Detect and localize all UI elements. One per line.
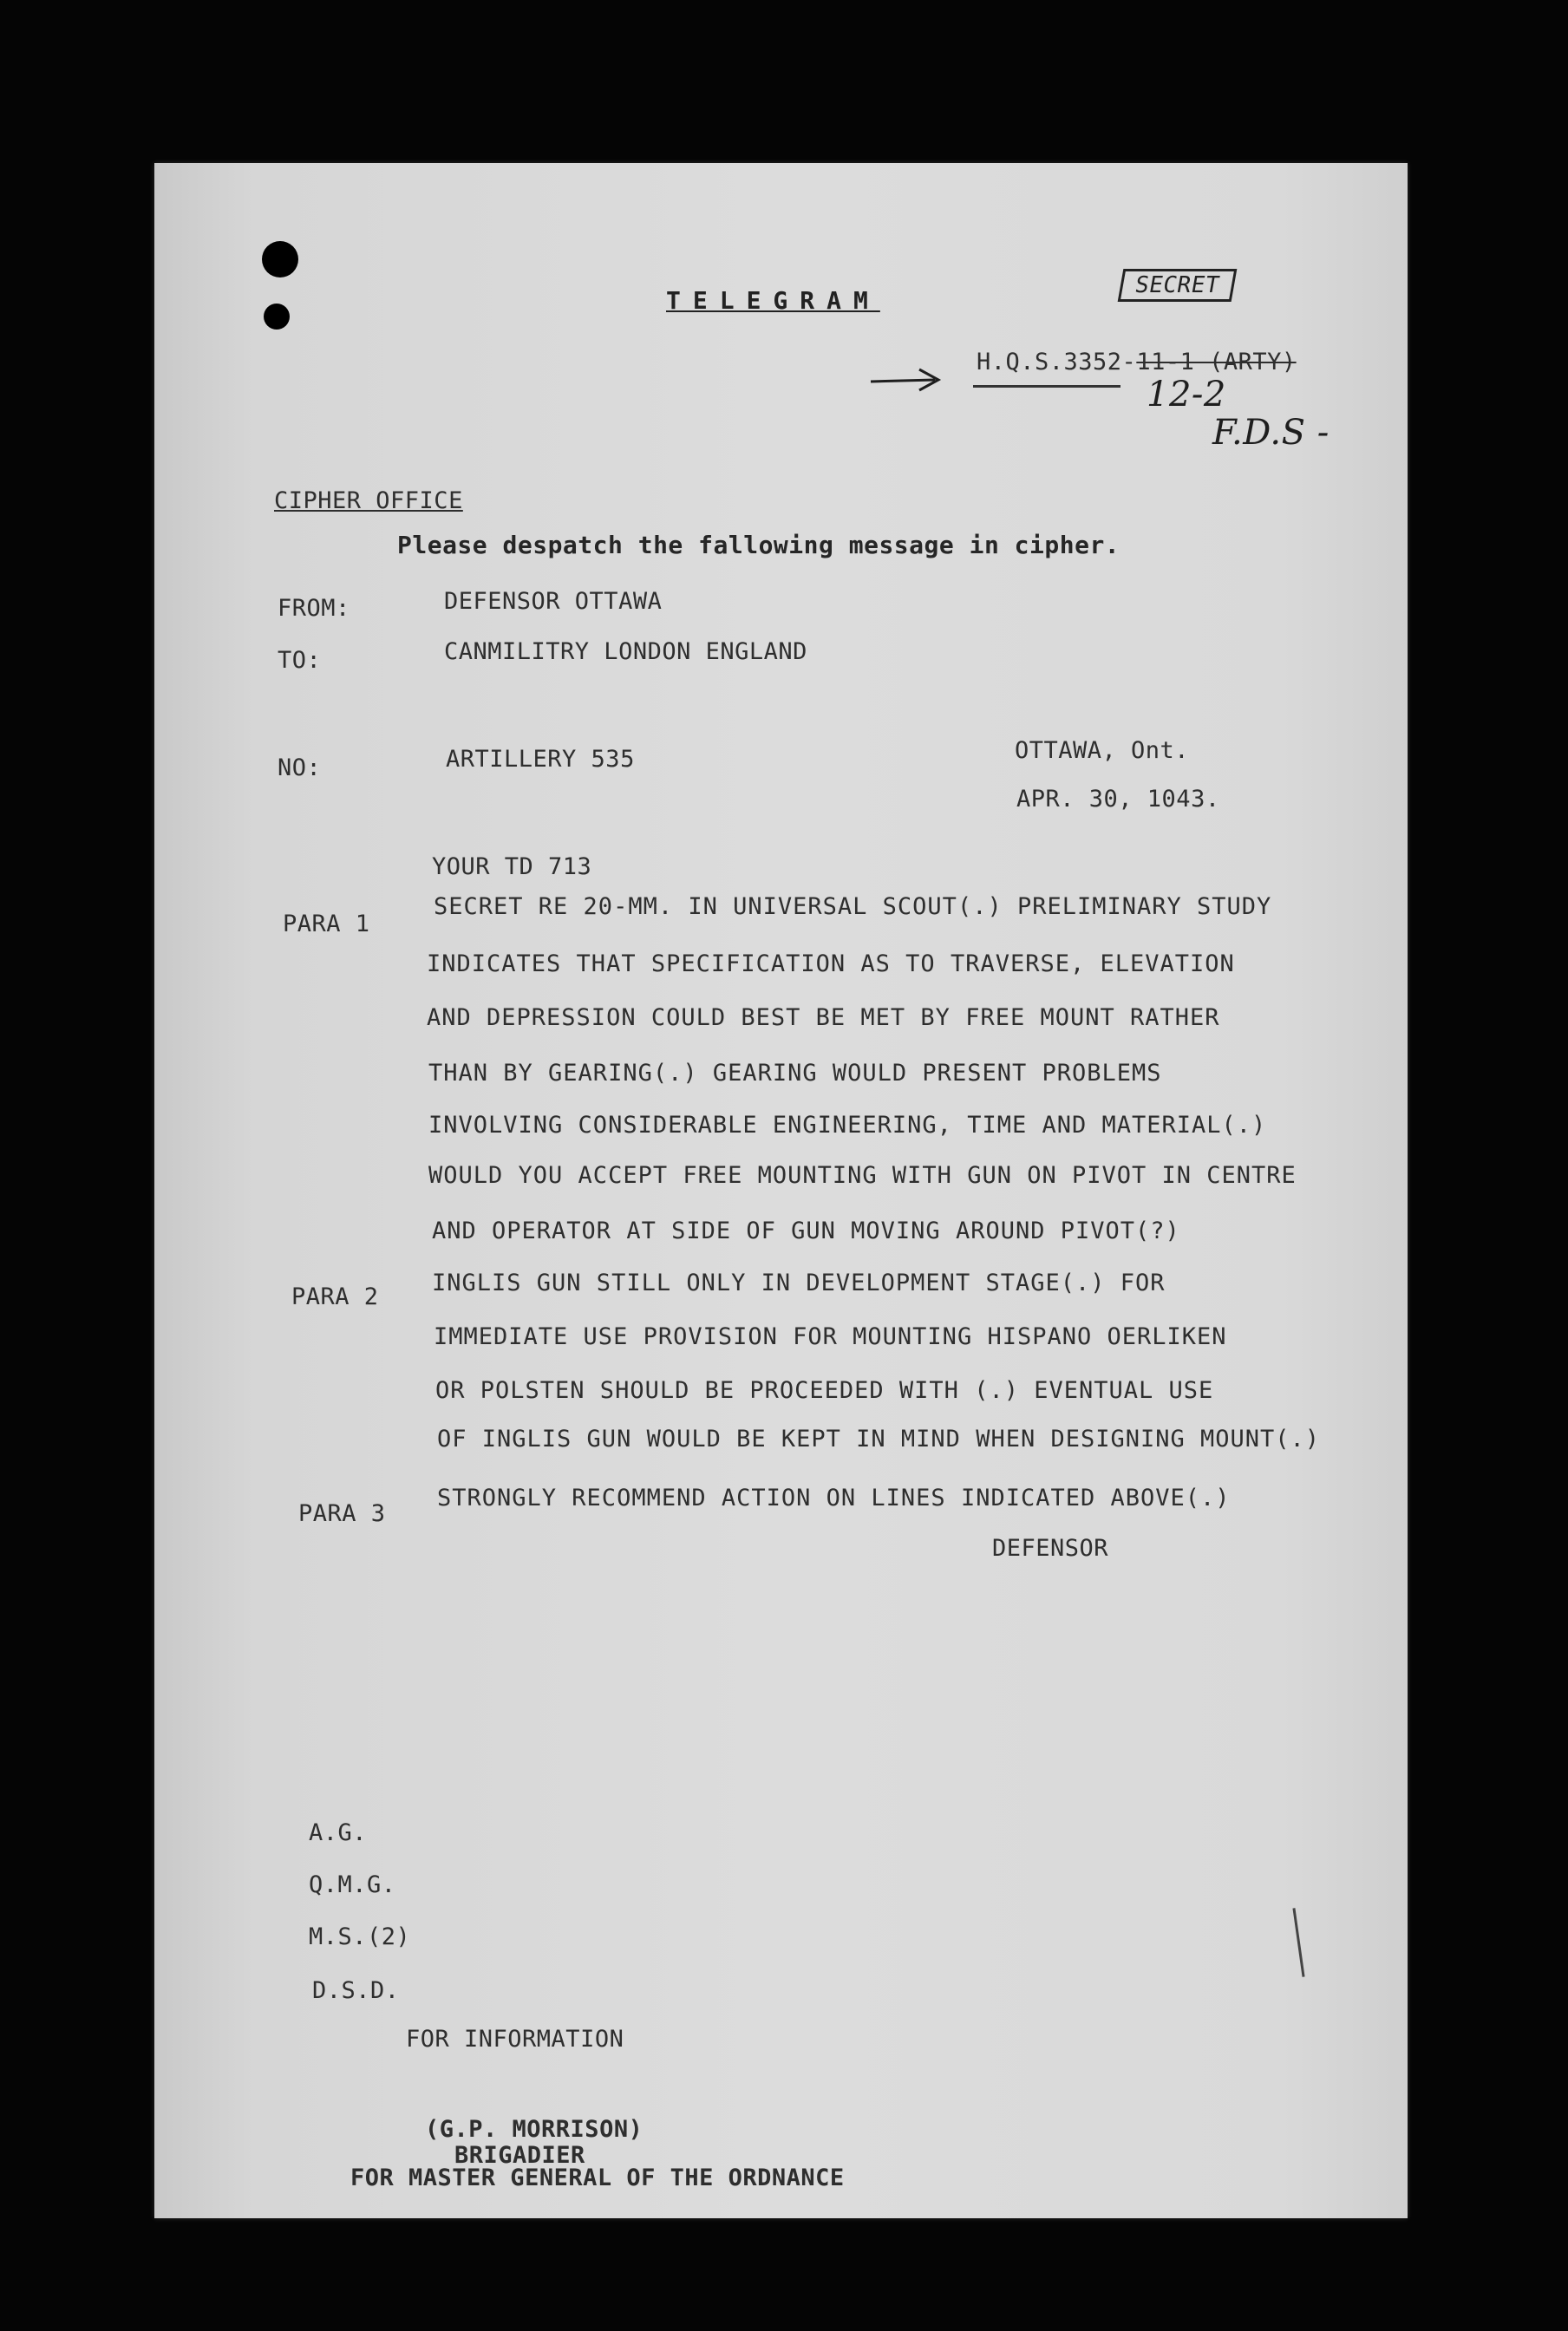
- para-line: STRONGLY RECOMMEND ACTION ON LINES INDICATED ABOVE(.): [437, 1485, 1231, 1512]
- para-line: THAN BY GEARING(.) GEARING WOULD PRESENT PROBLEMS: [428, 1060, 1162, 1087]
- para-line: INGLIS GUN STILL ONLY IN DEVELOPMENT STAGE(.) FOR: [432, 1270, 1166, 1296]
- para-line: SECRET RE 20-MM. IN UNIVERSAL SCOUT(.) PRELIMINARY STUDY: [434, 893, 1272, 920]
- signatory-for: FOR MASTER GENERAL OF THE ORDNANCE: [350, 2164, 845, 2191]
- distribution-item: Q.M.G.: [309, 1871, 396, 1898]
- date: APR. 30, 1043.: [1016, 786, 1220, 813]
- handwritten-arrow-icon: [867, 362, 945, 397]
- from-value: DEFENSOR OTTAWA: [444, 588, 663, 615]
- file-number-underline: [973, 385, 1120, 388]
- to-label: TO:: [278, 647, 322, 674]
- para-line: OF INGLIS GUN WOULD BE KEPT IN MIND WHEN DESIGNING MOUNT(.): [437, 1426, 1321, 1453]
- signatory-rank: BRIGADIER: [454, 2142, 585, 2169]
- distribution-item: A.G.: [309, 1819, 368, 1846]
- para-line: INDICATES THAT SPECIFICATION AS TO TRAVERSE, ELEVATION: [427, 950, 1235, 977]
- file-number-struck: 11-1 (ARTY): [1136, 349, 1297, 375]
- para-line: WOULD YOU ACCEPT FREE MOUNTING WITH GUN ON PIVOT IN CENTRE: [428, 1162, 1297, 1189]
- para-label: PARA 1: [283, 911, 370, 937]
- for-information: FOR INFORMATION: [406, 2026, 624, 2053]
- file-number: [977, 349, 1297, 375]
- para-line: INVOLVING CONSIDERABLE ENGINEERING, TIME AND MATERIAL(.): [428, 1112, 1267, 1139]
- para-line: OR POLSTEN SHOULD BE PROCEEDED WITH (.) EVENTUAL USE: [435, 1377, 1214, 1404]
- cipher-office-label: CIPHER OFFICE: [274, 487, 463, 514]
- document-title: TELEGRAM: [666, 286, 880, 315]
- instruction-line: Please despatch the fallowing message in cipher.: [397, 531, 1120, 559]
- classification-stamp: SECRET: [1118, 269, 1238, 302]
- reference: YOUR TD 713: [432, 853, 592, 880]
- file-number-prefix: H.Q.S.3352-: [977, 349, 1137, 375]
- punch-hole: [262, 241, 298, 278]
- to-value: CANMILITRY LONDON ENGLAND: [444, 638, 807, 665]
- from-label: FROM:: [278, 595, 350, 622]
- sender-sign: DEFENSOR: [992, 1535, 1109, 1562]
- place: OTTAWA, Ont.: [1015, 737, 1190, 764]
- para-line: AND DEPRESSION COULD BEST BE MET BY FREE MOUNT RATHER: [427, 1004, 1220, 1031]
- handwritten-number: 12-2: [1147, 375, 1226, 415]
- distribution-item: M.S.(2): [309, 1923, 411, 1950]
- para-line: AND OPERATOR AT SIDE OF GUN MOVING AROUND PIVOT(?): [432, 1218, 1180, 1244]
- para-line: IMMEDIATE USE PROVISION FOR MOUNTING HISPANO OERLIKEN: [434, 1323, 1227, 1350]
- no-value: ARTILLERY 535: [446, 746, 635, 773]
- no-label: NO:: [278, 754, 322, 781]
- telegram-page: [154, 163, 1408, 2218]
- para-label: PARA 2: [291, 1283, 379, 1310]
- signatory-name: (G.P. MORRISON): [425, 2116, 644, 2143]
- distribution-item: D.S.D.: [312, 1977, 400, 2004]
- punch-hole: [264, 304, 290, 330]
- para-label: PARA 3: [298, 1500, 386, 1527]
- handwritten-initials: F.D.S -: [1212, 413, 1330, 453]
